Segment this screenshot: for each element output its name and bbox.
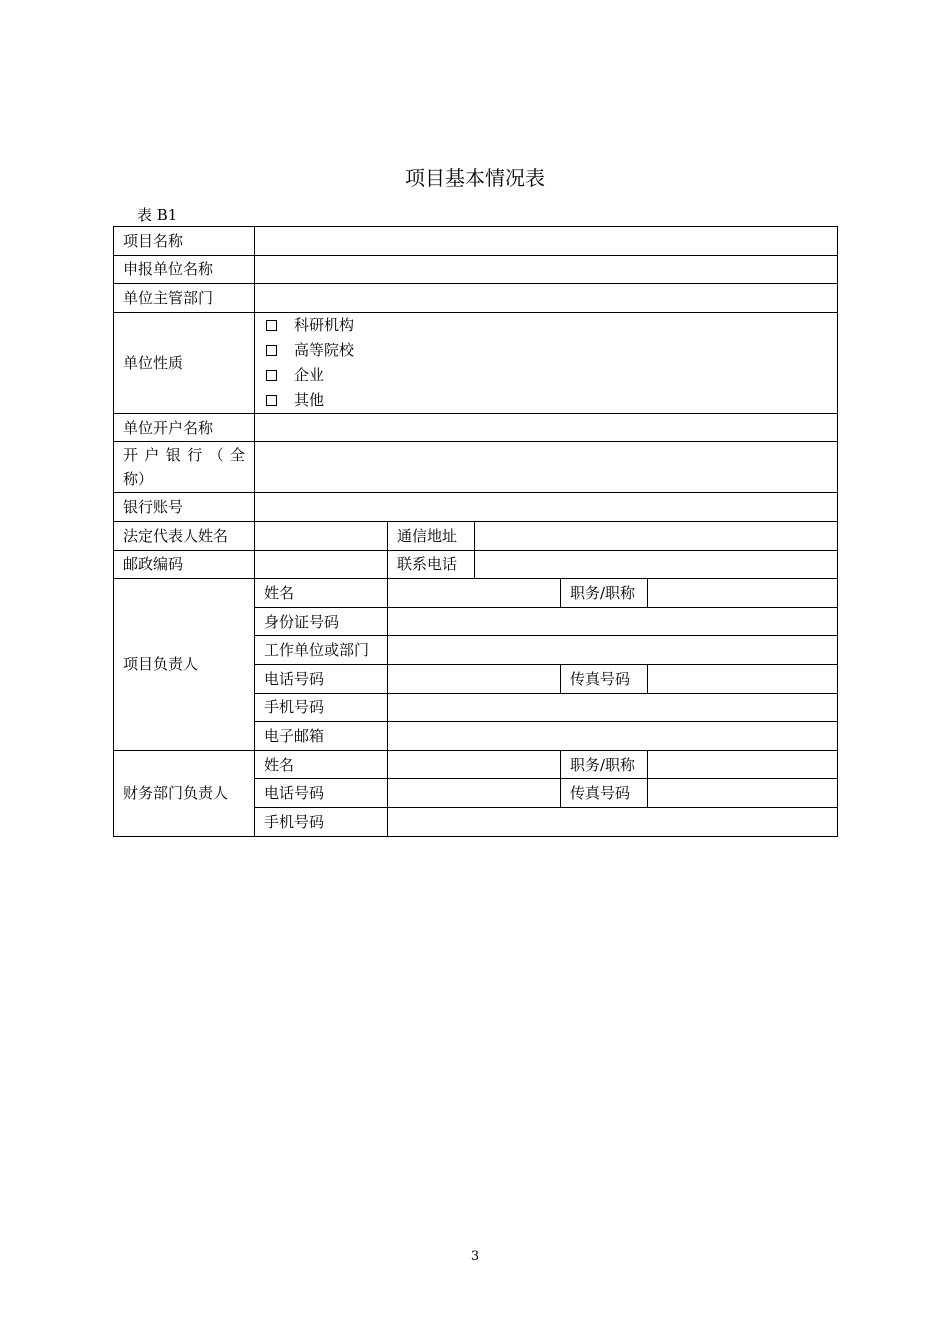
field-leader-title[interactable]	[648, 579, 838, 608]
label-leader-email: 电子邮箱	[255, 722, 388, 751]
field-leader-fax[interactable]	[648, 664, 838, 693]
row-bank-account	[114, 493, 838, 522]
checkbox-enterprise[interactable]	[266, 370, 277, 381]
row-unit-nature	[114, 312, 838, 413]
label-finance-leader: 财务部门负责人	[114, 750, 255, 836]
label-project-name: 项目名称	[114, 227, 255, 256]
label-postcode: 邮政编码	[114, 550, 255, 579]
option-enterprise[interactable]	[264, 363, 828, 388]
option-label: 高等院校	[294, 340, 355, 359]
label-applicant-unit: 申报单位名称	[114, 255, 255, 284]
field-bank[interactable]	[255, 442, 838, 493]
row-postcode	[114, 550, 838, 579]
checkbox-university[interactable]	[266, 345, 277, 356]
field-leader-name[interactable]	[388, 579, 561, 608]
field-finance-fax[interactable]	[648, 779, 838, 808]
label-bank-line2: 称）	[123, 470, 154, 489]
field-postcode[interactable]	[255, 550, 388, 579]
field-project-name[interactable]	[255, 227, 838, 256]
option-label: 科研机构	[294, 315, 355, 334]
label-leader-fax: 传真号码	[561, 664, 648, 693]
row-bank	[114, 442, 838, 493]
page-title: 项目基本情况表	[405, 166, 545, 190]
field-supervising-dept[interactable]	[255, 284, 838, 313]
label-unit-nature: 单位性质	[114, 312, 255, 413]
row-account-name	[114, 413, 838, 442]
option-university[interactable]	[264, 338, 828, 363]
label-leader-name: 姓名	[255, 579, 388, 608]
field-leader-mobile[interactable]	[388, 693, 838, 722]
project-info-table	[113, 226, 838, 579]
label-address: 通信地址	[388, 521, 475, 550]
field-phone[interactable]	[475, 550, 838, 579]
field-leader-email[interactable]	[388, 722, 838, 751]
label-bank	[114, 442, 255, 493]
option-label: 其他	[294, 390, 325, 409]
label-leader-title: 职务/职称	[561, 579, 648, 608]
field-leader-telephone[interactable]	[388, 664, 561, 693]
label-bank-account: 银行账号	[114, 493, 255, 522]
label-finance-name: 姓名	[255, 750, 388, 779]
field-leader-id[interactable]	[388, 607, 838, 636]
label-finance-mobile: 手机号码	[255, 807, 388, 836]
page-number: 3	[470, 1249, 480, 1264]
form-table-wrapper	[113, 226, 837, 837]
label-finance-fax: 传真号码	[561, 779, 648, 808]
label-leader-id: 身份证号码	[255, 607, 388, 636]
checkbox-research-institute[interactable]	[266, 320, 277, 331]
checkbox-other[interactable]	[266, 395, 277, 406]
leader-table	[113, 578, 838, 836]
unit-nature-options	[255, 312, 838, 413]
row-legal-rep	[114, 521, 838, 550]
field-leader-work-unit[interactable]	[388, 636, 838, 665]
field-bank-account[interactable]	[255, 493, 838, 522]
label-finance-telephone: 电话号码	[255, 779, 388, 808]
label-finance-title: 职务/职称	[561, 750, 648, 779]
row-finance-name	[114, 750, 838, 779]
field-finance-mobile[interactable]	[388, 807, 838, 836]
table-id: 表 B1	[137, 206, 178, 224]
label-project-leader: 项目负责人	[114, 579, 255, 751]
field-address[interactable]	[475, 521, 838, 550]
field-applicant-unit[interactable]	[255, 255, 838, 284]
label-phone: 联系电话	[388, 550, 475, 579]
row-project-name	[114, 227, 838, 256]
label-bank-line1: 开 户 银 行 （ 全	[123, 446, 245, 465]
label-leader-telephone: 电话号码	[255, 664, 388, 693]
row-leader-name	[114, 579, 838, 608]
row-supervising-dept	[114, 284, 838, 313]
field-finance-title[interactable]	[648, 750, 838, 779]
option-research-institute[interactable]	[264, 313, 828, 338]
option-label: 企业	[294, 365, 325, 384]
label-supervising-dept: 单位主管部门	[114, 284, 255, 313]
field-finance-name[interactable]	[388, 750, 561, 779]
row-applicant-unit	[114, 255, 838, 284]
label-legal-rep: 法定代表人姓名	[114, 521, 255, 550]
field-legal-rep[interactable]	[255, 521, 388, 550]
label-leader-work-unit: 工作单位或部门	[255, 636, 388, 665]
label-leader-mobile: 手机号码	[255, 693, 388, 722]
option-other[interactable]	[264, 388, 828, 413]
label-account-name: 单位开户名称	[114, 413, 255, 442]
field-account-name[interactable]	[255, 413, 838, 442]
field-finance-telephone[interactable]	[388, 779, 561, 808]
